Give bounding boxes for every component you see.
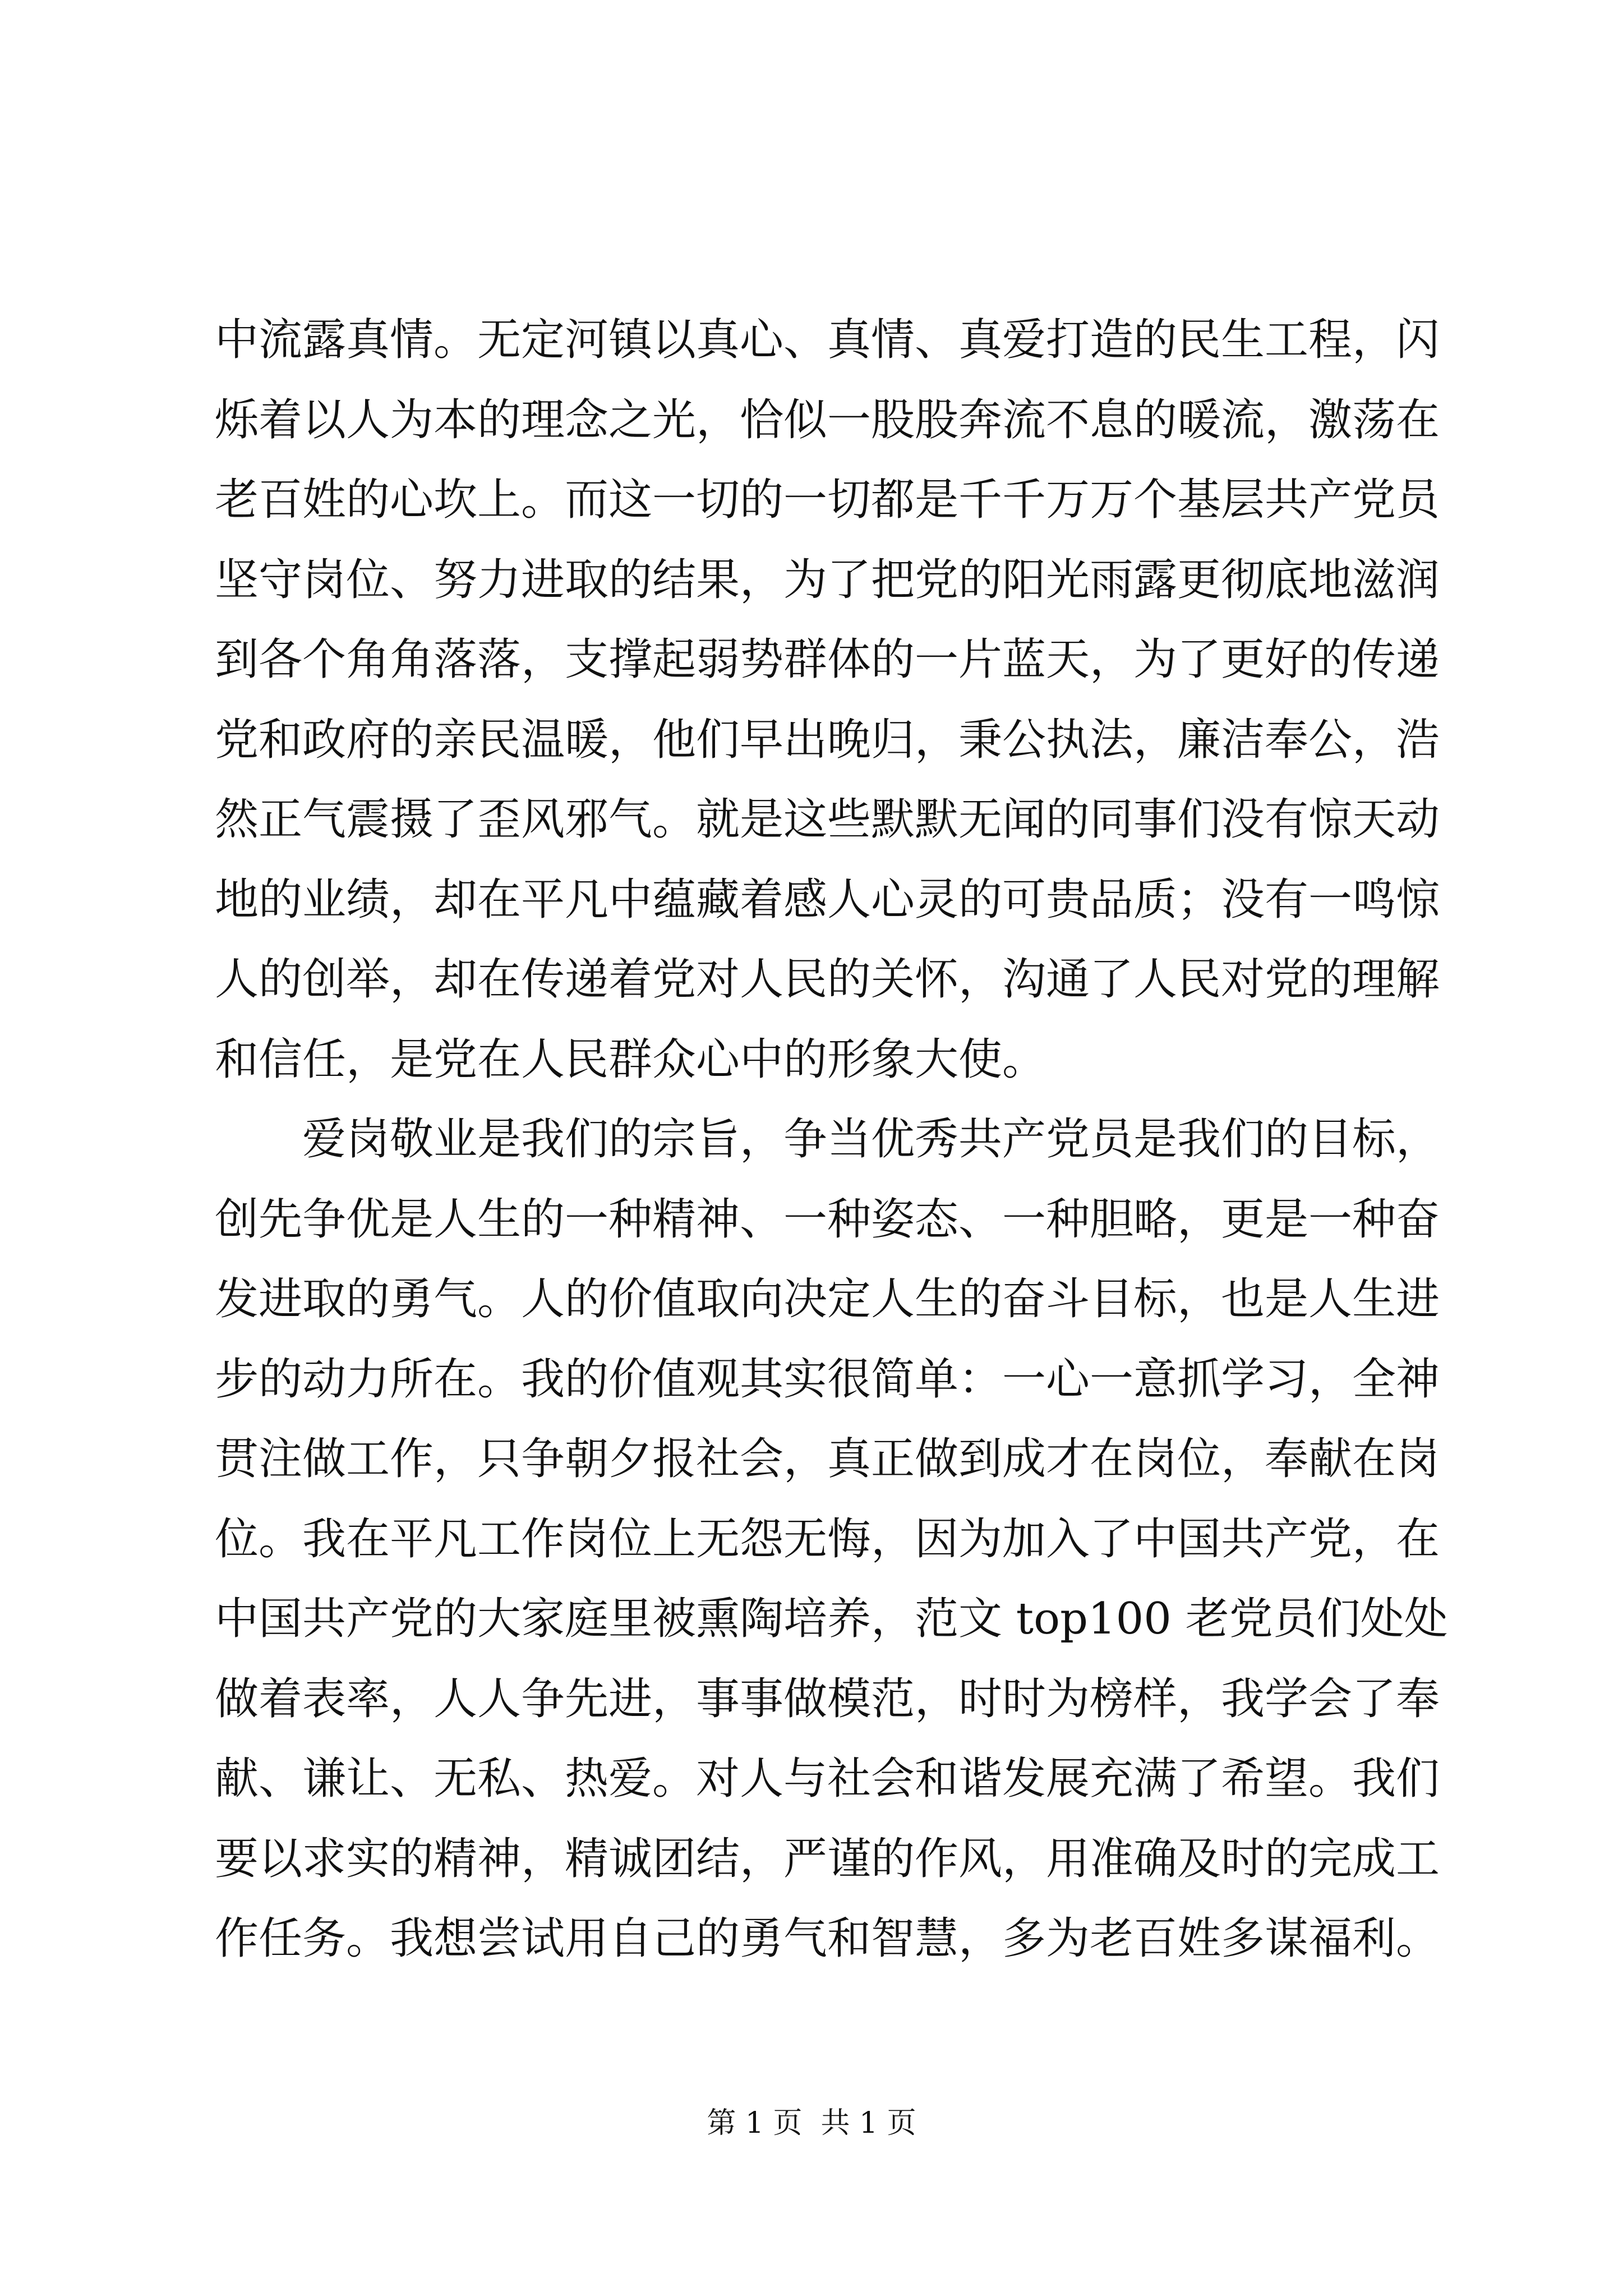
text-line: 献、谦让、无私、热爱。对人与社会和谐发展充满了希望。我们: [215, 1754, 1440, 1804]
text-line: 老百姓的心坎上。而这一切的一切都是千千万万个基层共产党员: [215, 475, 1440, 525]
page-number: 第 1 页 共 1 页: [707, 2106, 916, 2140]
text-line: 步的动力所在。我的价值观其实很简单：一心一意抓学习，全神: [215, 1354, 1440, 1405]
text-line: 然正气震摄了歪风邪气。就是这些默默无闻的同事们没有惊天动: [215, 794, 1440, 845]
text-line: 作任务。我想尝试用自己的勇气和智慧，多为老百姓多谋福利。: [215, 1913, 1440, 1964]
text-line: 中国共产党的大家庭里被熏陶培养，范文 top100 老党员们处处: [215, 1594, 1448, 1644]
text-line: 坚守岗位、努力进取的结果，为了把党的阳光雨露更彻底地滋润: [215, 554, 1440, 605]
paragraph-1: [215, 300, 1440, 1099]
text-line: 发进取的勇气。人的价值取向决定人生的奋斗目标，也是人生进: [215, 1274, 1440, 1324]
text-line: 到各个角角落落，支撑起弱势群体的一片蓝天，为了更好的传递: [215, 634, 1440, 685]
paragraph-2: [215, 1099, 1448, 1979]
text-line: 爱岗敬业是我们的宗旨，争当优秀共产党员是我们的目标，: [302, 1114, 1440, 1165]
text-line: 要以求实的精神，精诚团结，严谨的作风，用准确及时的完成工: [215, 1833, 1440, 1884]
text-line: 中流露真情。无定河镇以真心、真情、真爱打造的民生工程，闪: [215, 315, 1440, 365]
text-line: 做着表率，人人争先进，事事做模范，时时为榜样，我学会了奉: [215, 1673, 1440, 1724]
text-line: 和信任，是党在人民群众心中的形象大使。: [215, 1034, 1046, 1085]
text-line: 烁着以人为本的理念之光，恰似一股股奔流不息的暖流，激荡在: [215, 394, 1440, 445]
text-line: 位。我在平凡工作岗位上无怨无悔，因为加入了中国共产党，在: [215, 1513, 1440, 1565]
text-line: 创先争优是人生的一种精神、一种姿态、一种胆略，更是一种奋: [215, 1194, 1440, 1245]
body-text: [215, 300, 1448, 1979]
text-line: 地的业绩，却在平凡中蕴藏着感人心灵的可贵品质；没有一鸣惊: [215, 874, 1440, 925]
text-line: 贯注做工作，只争朝夕报社会，真正做到成才在岗位，奉献在岗: [215, 1434, 1440, 1484]
text-line: 党和政府的亲民温暖，他们早出晚归，秉公执法，廉洁奉公，浩: [215, 714, 1440, 765]
text-line: 人的创举，却在传递着党对人民的关怀，沟通了人民对党的理解: [215, 954, 1440, 1005]
